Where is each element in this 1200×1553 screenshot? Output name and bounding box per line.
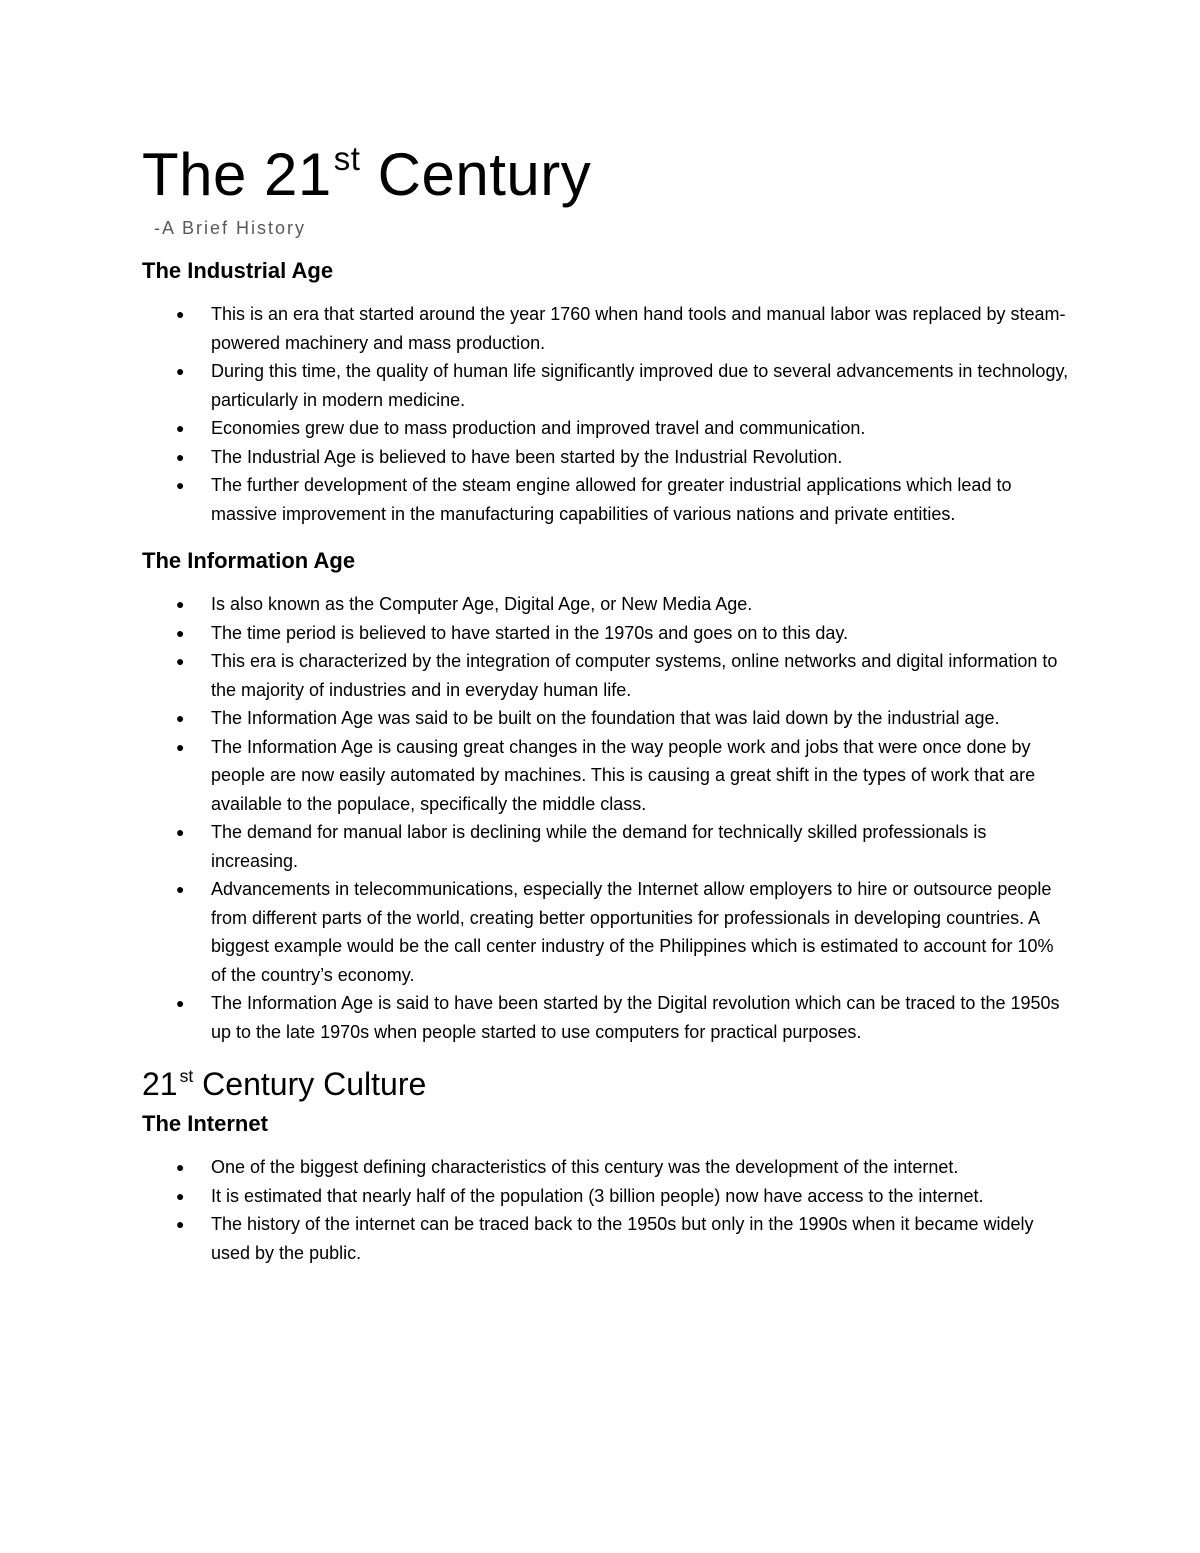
bullet-icon: ● — [176, 306, 185, 322]
list-item-text: The Information Age was said to be built on the foundation that was laid down by the industrial age. — [211, 708, 1000, 728]
bullet-icon: ● — [176, 1159, 185, 1175]
title-main: The 21 — [142, 141, 332, 208]
list-item-text: It is estimated that nearly half of the population (3 billion people) now have access to the internet. — [211, 1185, 984, 1206]
internet-list — [142, 1153, 1072, 1267]
list-item-text: The history of the internet can be traced back to the 1950s but only in the 1990s when it became widely used by the public. — [211, 1214, 1034, 1263]
list-item — [142, 1153, 1072, 1182]
list-item — [142, 590, 1072, 619]
bullet-icon: ● — [176, 738, 185, 755]
title-superscript: st — [333, 140, 361, 178]
list-item-text: Advancements in telecommunications, especially the Internet allow employers to hire or outsource people from different parts of the world, creating better opportunities for professionals in developing countries. A biggest example would be the call center industry of the Philippines which is estimated to account for 10% of the country’s economy. — [211, 879, 1054, 985]
list-item — [142, 443, 1072, 472]
bullet-icon: ● — [176, 881, 185, 897]
industrial-age-heading: The Industrial Age — [142, 258, 334, 283]
industrial-age-list — [142, 300, 1072, 528]
bullet-icon: ● — [176, 995, 185, 1011]
list-item — [142, 1182, 1072, 1211]
list-item-text: The demand for manual labor is declining while the demand for technically skilled professionals is increasing. — [211, 822, 987, 871]
list-item — [142, 647, 1072, 704]
bullet-icon: ● — [176, 1187, 185, 1204]
list-item-text: This is an era that started around the year 1760 when hand tools and manual labor was replaced by steam-powered machinery and mass production. — [211, 304, 1066, 353]
list-item — [142, 619, 1072, 648]
bullet-icon: ● — [176, 596, 185, 612]
bullet-icon: ● — [176, 1216, 185, 1232]
list-item-text: Economies grew due to mass production and improved travel and communication. — [211, 418, 866, 438]
list-item-text: The Information Age is causing great changes in the way people work and jobs that were once done by people are now easily automated by machines. This is causing a great shift in the types of work that are available to the populace, specifically the middle class. — [211, 736, 1036, 814]
list-item-text: During this time, the quality of human life significantly improved due to several advancements in technology, particularly in modern medicine. — [211, 361, 1069, 410]
bullet-icon: ● — [176, 653, 185, 669]
information-age-list — [142, 590, 1072, 1046]
list-item-text: The Information Age is said to have been started by the Digital revolution which can be traced to the 1950s up to the late 1970s when people started to use computers for practical purposes. — [211, 993, 1060, 1042]
list-item-text: The further development of the steam engine allowed for greater industrial applications which lead to massive improvement in the manufacturing capabilities of various nations and private entities. — [211, 475, 1012, 524]
list-item-text: The Industrial Age is believed to have been started by the Industrial Revolution. — [211, 446, 843, 467]
bullet-icon: ● — [176, 624, 185, 641]
culture-title-main: 21 — [142, 1066, 178, 1102]
subtitle: -A Brief History — [154, 218, 307, 238]
culture-section-title — [142, 1062, 1072, 1111]
bullet-icon: ● — [176, 477, 185, 493]
information-age-heading: The Information Age — [142, 548, 356, 573]
document-page — [142, 135, 1072, 1267]
bullet-icon: ● — [176, 448, 185, 465]
culture-title-superscript: st — [179, 1065, 194, 1086]
list-item — [142, 733, 1072, 819]
list-item-text: One of the biggest defining characteristics of this century was the development of the internet. — [211, 1157, 959, 1177]
list-item — [142, 414, 1072, 443]
list-item-text: This era is characterized by the integration of computer systems, online networks and digital information to the majority of industries and in everyday human life. — [211, 651, 1058, 700]
list-item — [142, 818, 1072, 875]
bullet-icon: ● — [176, 824, 185, 840]
page-title — [142, 135, 1072, 224]
bullet-icon: ● — [176, 710, 185, 726]
list-item — [142, 704, 1072, 733]
list-item — [142, 875, 1072, 989]
list-item — [142, 300, 1072, 357]
list-item-text: Is also known as the Computer Age, Digital Age, or New Media Age. — [211, 594, 753, 614]
list-item — [142, 471, 1072, 528]
internet-heading: The Internet — [142, 1111, 268, 1136]
bullet-icon: ● — [176, 363, 185, 379]
title-rest: Century — [360, 141, 592, 208]
list-item — [142, 357, 1072, 414]
list-item-text: The time period is believed to have started in the 1970s and goes on to this day. — [211, 622, 849, 643]
culture-title-rest: Century Culture — [193, 1066, 427, 1102]
list-item — [142, 1210, 1072, 1267]
bullet-icon: ● — [176, 420, 185, 436]
list-item — [142, 989, 1072, 1046]
